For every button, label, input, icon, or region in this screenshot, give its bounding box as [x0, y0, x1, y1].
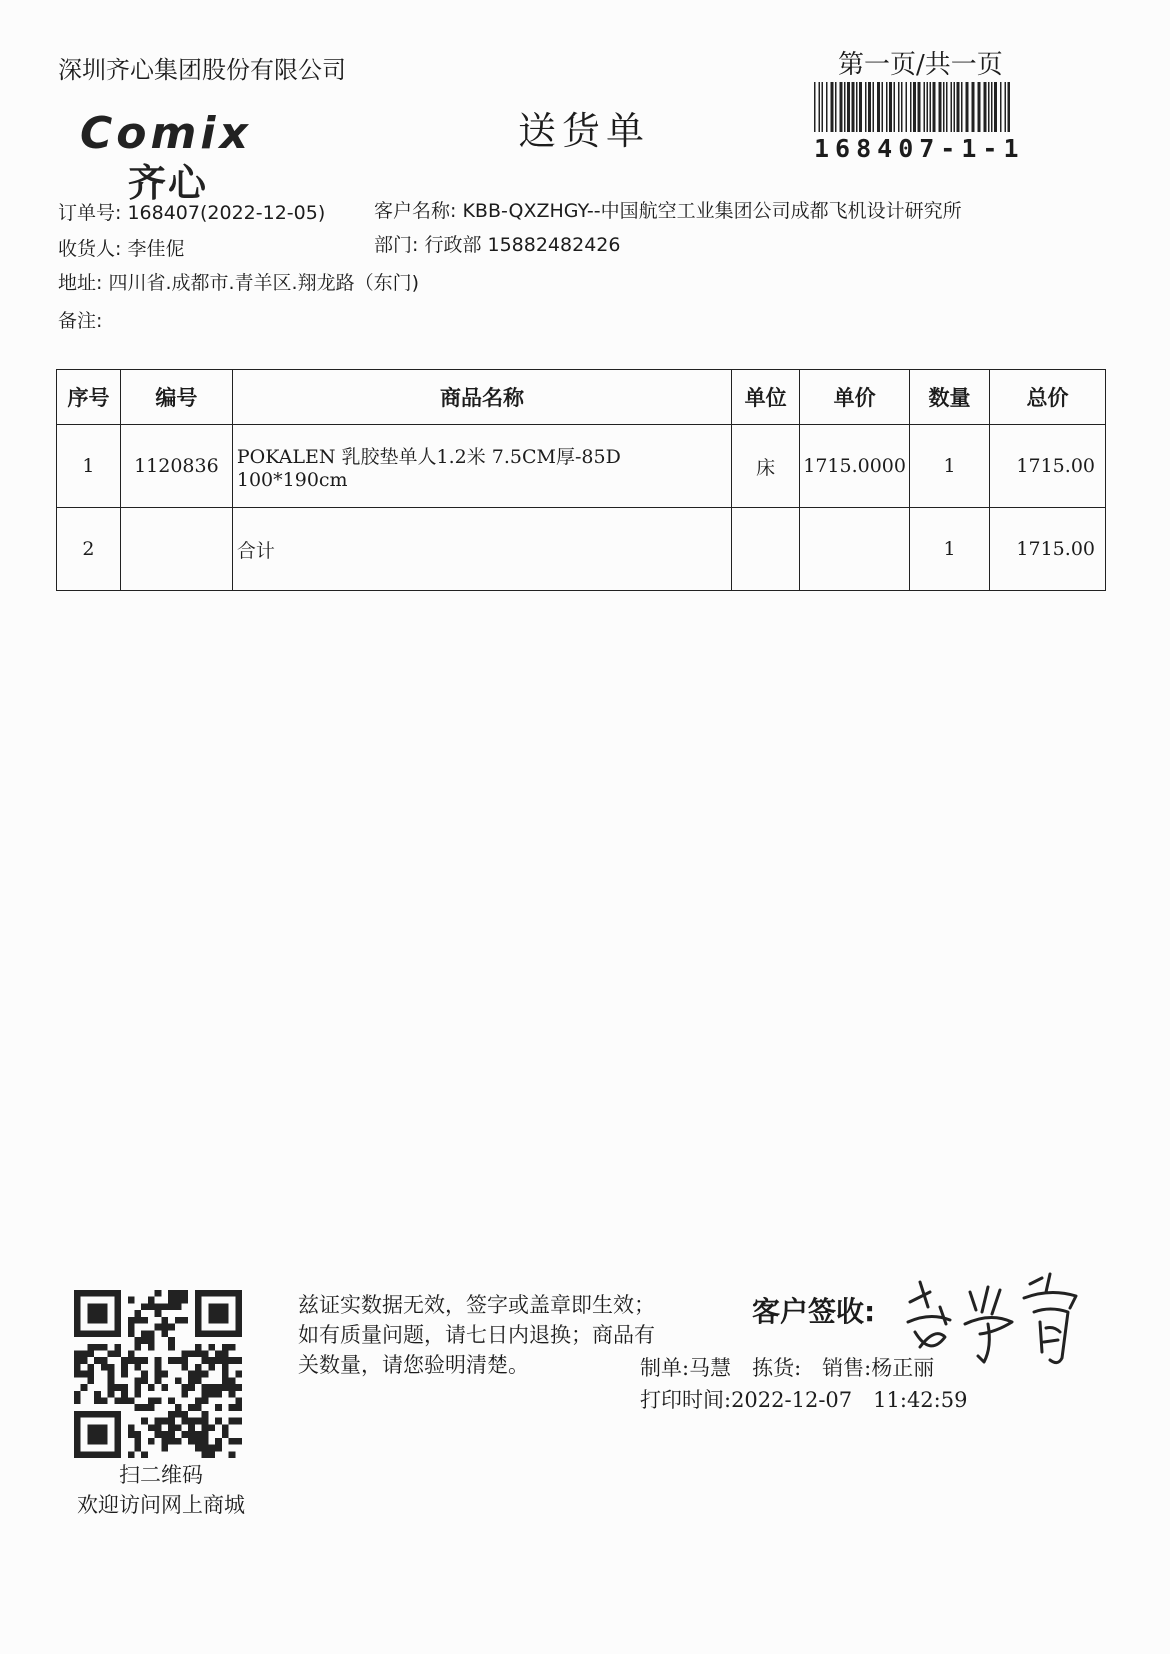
cell-total: 1715.00 — [990, 425, 1106, 508]
col-header-qty: 数量 — [910, 370, 990, 425]
col-header-seq: 序号 — [57, 370, 121, 425]
cell-qty: 1 — [910, 425, 990, 508]
qr-caption-line1: 扫二维码 — [119, 1463, 203, 1487]
customer-name-value: KBB-QXZHGY--中国航空工业集团公司成都飞机设计研究所 — [462, 200, 962, 222]
company-name: 深圳齐心集团股份有限公司 — [58, 56, 346, 84]
print-time: 打印时间:2022-12-07 11:42:59 — [640, 1388, 968, 1412]
receiver — [58, 234, 184, 261]
comix-logo — [80, 108, 290, 205]
order-number-label: 订单号: — [58, 202, 122, 224]
cell-total: 1715.00 — [990, 508, 1106, 591]
cell-code: 1120836 — [120, 425, 232, 508]
qr-code — [74, 1290, 242, 1458]
table-row — [57, 425, 1106, 508]
barcode-number: 168407-1-1 — [814, 134, 1025, 163]
cell-qty: 1 — [910, 508, 990, 591]
department-label: 部门: — [374, 234, 419, 256]
cell-product: POKALEN 乳胶垫单人1.2米 7.5CM厚-85D 100*190cm — [232, 425, 731, 508]
barcode — [814, 82, 1010, 132]
qr-caption-line2: 欢迎访问网上商城 — [77, 1493, 245, 1517]
remark — [58, 306, 102, 333]
table-header-row — [57, 370, 1106, 425]
customer-name — [374, 196, 962, 223]
cell-code — [120, 508, 232, 591]
cell-product: 合计 — [232, 508, 731, 591]
items-table — [56, 369, 1106, 591]
col-header-total: 总价 — [990, 370, 1106, 425]
col-header-code: 编号 — [120, 370, 232, 425]
customer-sign-label: 客户签收: — [752, 1295, 876, 1328]
order-number — [58, 198, 325, 225]
qr-caption — [56, 1460, 266, 1520]
col-header-price: 单价 — [800, 370, 910, 425]
department-value: 行政部 15882482426 — [424, 234, 621, 256]
page-info: 第一页/共一页 — [838, 50, 1003, 80]
department — [374, 230, 620, 257]
address-label: 地址: — [58, 272, 103, 294]
logo-text-en: Comix — [80, 108, 252, 159]
cell-seq: 2 — [57, 508, 121, 591]
receiver-label: 收货人: — [58, 238, 122, 260]
notice-text: 兹证实数据无效，签字或盖章即生效；如有质量问题，请七日内退换；商品有关数量，请您验明清楚。 — [298, 1293, 655, 1377]
order-number-value: 168407(2022-12-05) — [127, 202, 326, 224]
cell-seq: 1 — [57, 425, 121, 508]
makers-line: 制单:马慧 拣货: 销售:杨正丽 — [640, 1356, 935, 1380]
cell-unit: 床 — [732, 425, 800, 508]
address — [58, 268, 419, 295]
cell-price: 1715.0000 — [800, 425, 910, 508]
remark-label: 备注: — [58, 310, 103, 332]
receiver-value: 李佳伲 — [127, 238, 185, 260]
col-header-unit: 单位 — [732, 370, 800, 425]
col-header-product: 商品名称 — [232, 370, 731, 425]
cell-unit — [732, 508, 800, 591]
table-row — [57, 508, 1106, 591]
logo-text-cn: 齐心 — [128, 161, 209, 205]
document-title: 送货单 — [518, 109, 651, 153]
address-value: 四川省.成都市.青羊区.翔龙路（东门) — [108, 272, 419, 294]
cell-price — [800, 508, 910, 591]
customer-name-label: 客户名称: — [374, 200, 457, 222]
